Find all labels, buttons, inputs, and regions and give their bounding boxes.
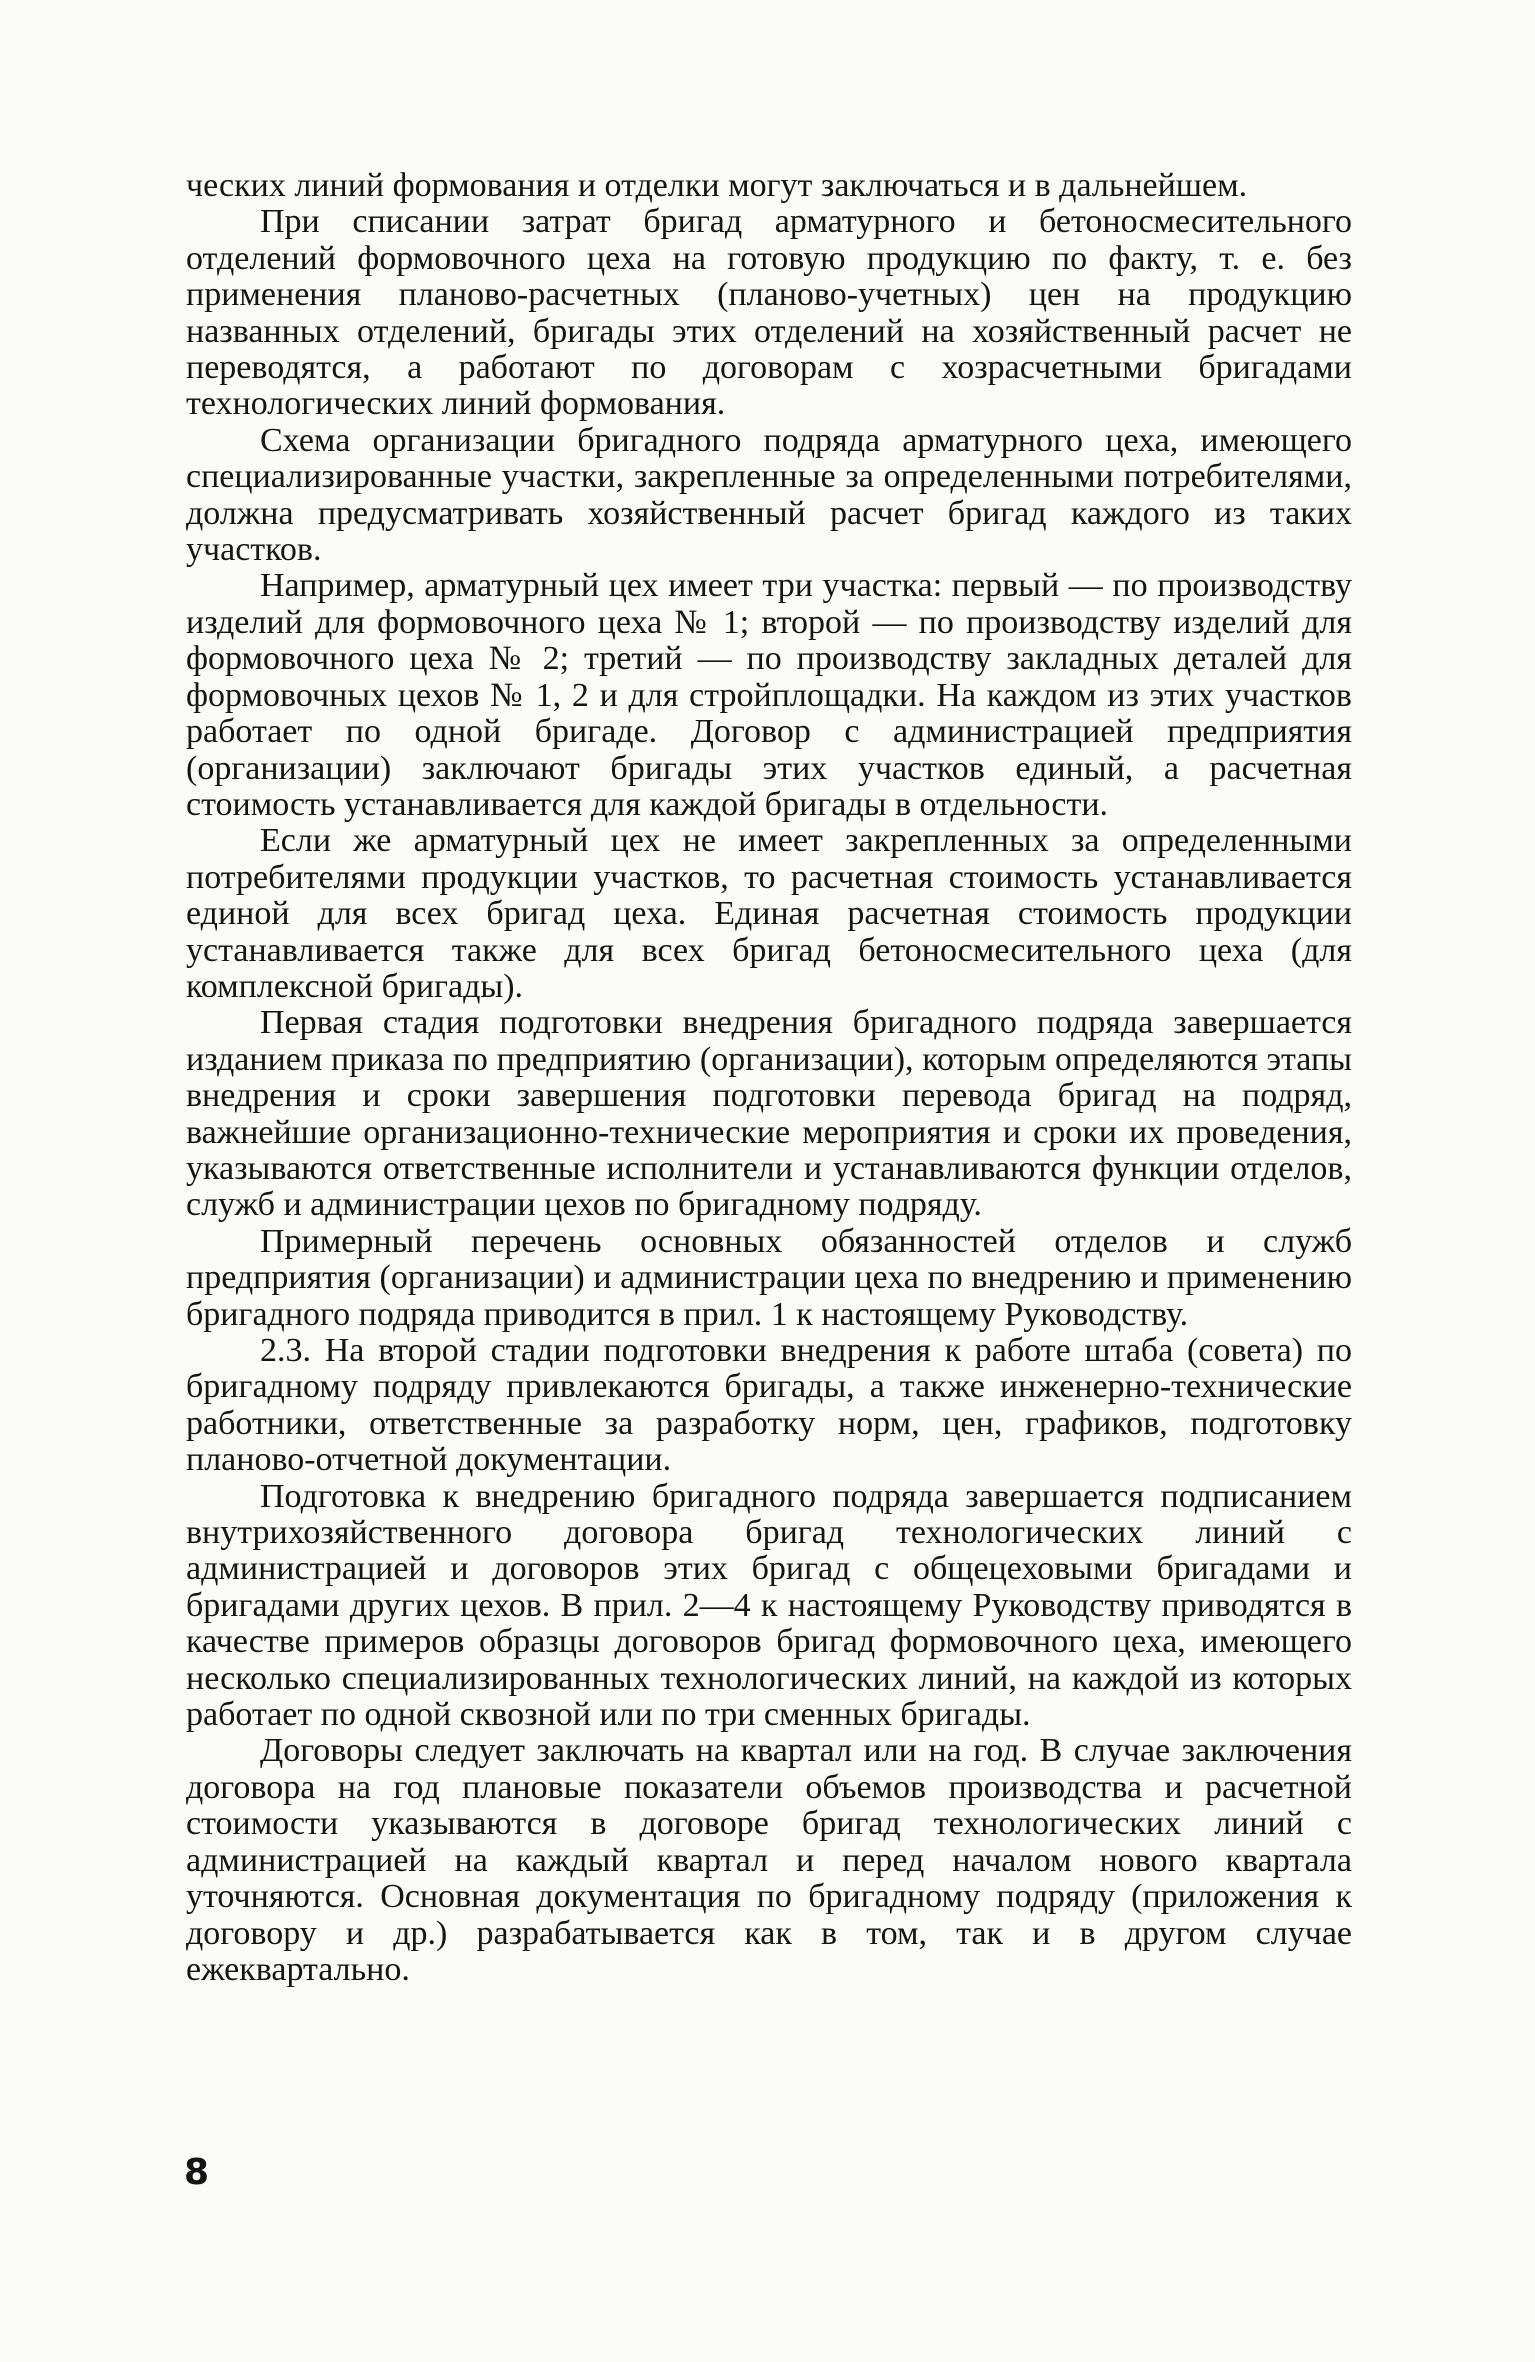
body-text	[186, 168, 1352, 1988]
paragraph: При списании затрат бригад арматурного и бетоносмесительного отделений формовочного цеха на готовую продукцию по факту, т. е. без применения планово-расчетных (планово-учетных) цен на продукцию названных отделений, бригады этих отделений на хозяйственный расчет не переводятся, а работают по договорам с хозрасчетными бригадами технологических линий формования.	[186, 203, 1352, 423]
paragraph: Первая стадия подготовки внедрения бригадного подряда завершается изданием приказа по предприятию (организации), которым определяются этапы внедрения и сроки завершения подготовки перевода бригад на подряд, важнейшие организационно-технические мероприятия и сроки их проведения, указываются ответственные исполнители и устанавливаются функции отделов, служб и администрации цехов по бригадному подряду.	[186, 1004, 1352, 1224]
paragraph: Например, арматурный цех имеет три участка: первый — по производству изделий для формовочного цеха № 1; второй — по производству изделий для формовочного цеха № 2; третий — по производству закладных деталей для формовочных цехов № 1, 2 и для стройплощадки. На каждом из этих участков работает по одной бригаде. Договор с администрацией предприятия (организации) заключают бригады этих участков единый, а расчетная стоимость устанавливается для каждой бригады в отдельности.	[186, 567, 1352, 823]
paragraph-continued: ческих линий формования и отделки могут заключаться и в дальнейшем.	[186, 167, 1248, 204]
paragraph: Договоры следует заключать на квартал или на год. В случае заключения договора на год плановые показатели объемов производства и расчетной стоимости указываются в договоре бригад технологических линий с администрацией на каждый квартал и перед началом нового квартала уточняются. Основная документация по бригадному подряду (приложения к договору и др.) разрабатывается как в том, так и в другом случае ежеквартально.	[186, 1732, 1352, 1988]
page-number: 8	[184, 2152, 210, 2193]
paragraph: Схема организации бригадного подряда арматурного цеха, имеющего специализированные участки, закрепленные за определенными потребителями, должна предусматривать хозяйственный расчет бригад каждого из таких участков.	[186, 421, 1352, 569]
paragraph: Если же арматурный цех не имеет закрепленных за определенными потребителями продукции участков, то расчетная стоимость устанавливается единой для всех бригад цеха. Единая расчетная стоимость продукции устанавливается также для всех бригад бетоносмесительного цеха (для комплексной бригады).	[186, 822, 1352, 1005]
section-paragraph-2-3: 2.3. На второй стадии подготовки внедрения к работе штаба (совета) по бригадному подряду привлекаются бригады, а также инженерно-технические работники, ответственные за разработку норм, цен, графиков, подготовку планово-отчетной документации.	[186, 1332, 1352, 1479]
paragraph: Подготовка к внедрению бригадного подряда завершается подписанием внутрихозяйственного договора бригад технологических линий с администрацией и договоров этих бригад с общецеховыми бригадами и бригадами других цехов. В прил. 2—4 к настоящему Руководству приводятся в качестве примеров образцы договоров бригад формовочного цеха, имеющего несколько специализированных технологических линий, на каждой из которых работает по одной сквозной или по три сменных бригады.	[186, 1477, 1352, 1734]
paragraph: Примерный перечень основных обязанностей отделов и служб предприятия (организации) и администрации цеха по внедрению и применению бригадного подряда приводится в прил. 1 к настоящему Руководству.	[186, 1222, 1352, 1333]
